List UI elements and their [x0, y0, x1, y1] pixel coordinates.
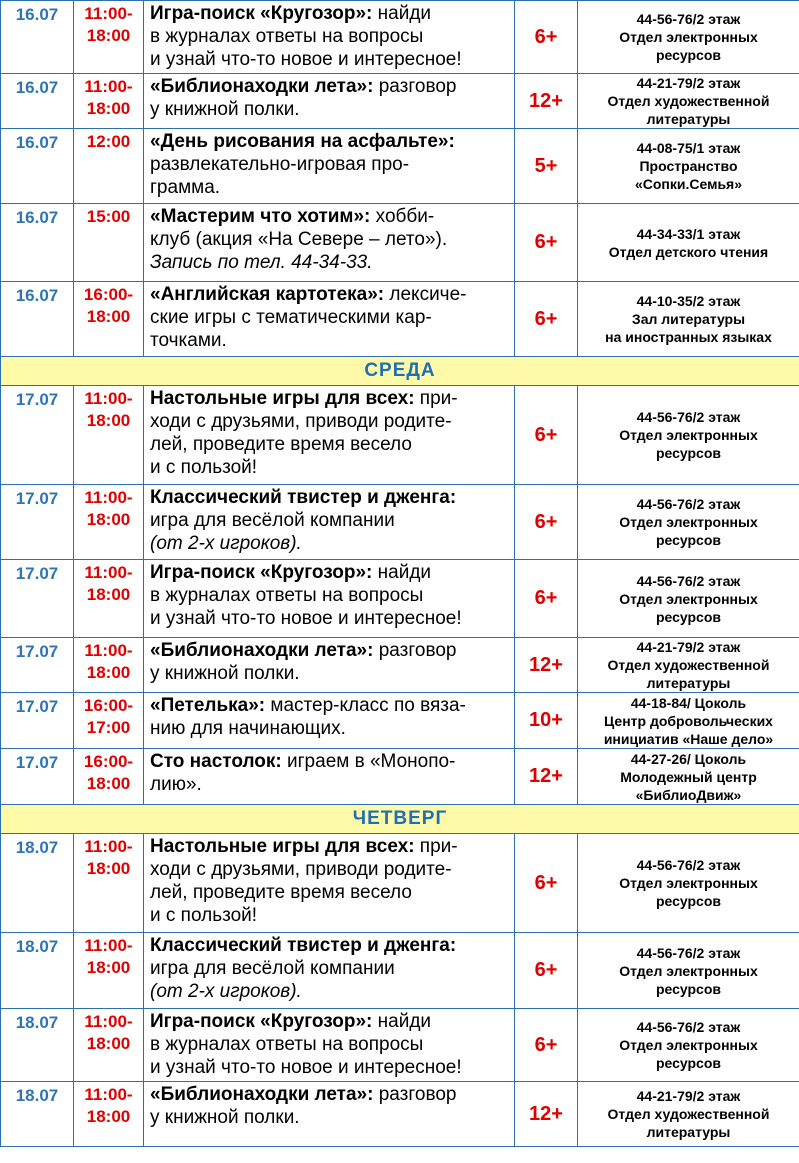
- event-time: [74, 204, 144, 282]
- location-line: инициатив «Наше дело»: [603, 730, 774, 747]
- event-title: «Библионаходки лета»:: [150, 640, 374, 661]
- location-phone-floor: 44-34-33/1 этаж: [636, 225, 741, 242]
- desc-first-line: [150, 639, 512, 662]
- desc-first-line: [150, 75, 512, 98]
- desc-text-line: ские игры с тематическими кар-: [150, 307, 432, 328]
- desc-text: найди: [372, 562, 432, 583]
- location-line: Пространство: [639, 158, 738, 174]
- location-phone-floor: 44-21-79/2 этаж: [636, 1088, 741, 1104]
- event-time: [74, 1, 144, 74]
- event-row: [1, 74, 799, 129]
- event-title: Классический твистер и дженга:: [150, 935, 457, 956]
- event-title: Игра-поиск «Кругозор»:: [150, 562, 373, 583]
- desc-text-line: игра для весёлой компании: [150, 510, 395, 531]
- event-date: 17.07: [1, 485, 74, 560]
- event-description: [144, 74, 515, 129]
- time-start: 15:00: [86, 207, 131, 226]
- location-phone-floor: 44-10-35/2 этаж: [636, 293, 741, 309]
- desc-text-line: ходи с друзьями, приводи родите-: [150, 411, 452, 432]
- event-title: «Петелька»:: [150, 695, 266, 716]
- event-date: 18.07: [1, 1082, 74, 1147]
- desc-text-line: лию».: [150, 774, 202, 795]
- age-rating: 12+: [515, 638, 578, 693]
- time-end: 18:00: [86, 1034, 131, 1053]
- location-line: ресурсов: [655, 1055, 722, 1071]
- location-line: ресурсов: [655, 608, 722, 625]
- age-rating: 6+: [515, 933, 578, 1009]
- event-row: [1, 1009, 799, 1082]
- time-start: 11:00-: [84, 1085, 133, 1104]
- event-time: [74, 749, 144, 805]
- desc-text-line: грамма.: [150, 177, 221, 198]
- event-time: [74, 386, 144, 485]
- event-row: [1, 129, 799, 204]
- time-end: 18:00: [86, 1107, 131, 1126]
- desc-text: хобби-: [370, 206, 435, 227]
- event-title: «Библионаходки лета»:: [150, 1084, 374, 1105]
- age-rating: 6+: [515, 1, 578, 74]
- event-title: Настольные игры для всех:: [150, 836, 415, 857]
- desc-text-line: и с пользой!: [150, 457, 258, 478]
- event-title: Классический твистер и дженга:: [150, 487, 457, 508]
- desc-first-line: [150, 130, 512, 153]
- location-line: Отдел электронных: [619, 514, 758, 530]
- event-title: Игра-поиск «Кругозор»:: [150, 3, 373, 24]
- time-end: 18:00: [86, 510, 131, 529]
- location-line: Зал литературы: [631, 311, 746, 327]
- location-line: ресурсов: [655, 47, 722, 63]
- event-location: [578, 834, 799, 933]
- time-start: 16:00-: [83, 285, 134, 304]
- desc-text: при-: [414, 836, 458, 857]
- event-description: [144, 282, 515, 357]
- event-date: 16.07: [1, 204, 74, 282]
- event-title: «Библионаходки лета»:: [150, 76, 374, 97]
- location-phone-floor: 44-21-79/2 этаж: [636, 639, 741, 655]
- time-end: 18:00: [86, 958, 131, 977]
- day-header-row: [1, 805, 799, 834]
- event-location: [578, 749, 799, 805]
- age-rating: 6+: [515, 282, 578, 357]
- desc-text-line: и узнай что-то новое и интересное!: [150, 1057, 462, 1078]
- event-title: «Мастерим что хотим»:: [150, 206, 371, 227]
- location-line: Отдел художественной: [607, 657, 770, 673]
- event-row: [1, 1, 799, 74]
- location-line: Отдел электронных: [619, 29, 758, 45]
- location-line: ресурсов: [655, 980, 722, 997]
- event-description: [144, 560, 515, 638]
- desc-text-line: и с пользой!: [150, 905, 258, 926]
- location-phone-floor: 44-27-26/ Цоколь: [630, 750, 747, 767]
- desc-text-line: в журналах ответы на вопросы: [150, 26, 424, 47]
- event-description: [144, 1009, 515, 1082]
- time-end: 18:00: [86, 307, 131, 326]
- desc-text-line: лей, проведите время весело: [150, 434, 412, 455]
- age-rating: 6+: [515, 386, 578, 485]
- location-phone-floor: 44-56-76/2 этаж: [636, 11, 741, 27]
- event-date: 16.07: [1, 129, 74, 204]
- event-title: «Английская картотека»:: [150, 284, 385, 305]
- event-row: [1, 204, 799, 282]
- location-line: на иностранных языках: [605, 329, 772, 345]
- age-rating: 12+: [515, 749, 578, 805]
- event-time: [74, 74, 144, 129]
- event-description: [144, 933, 515, 1009]
- time-start: 12:00: [86, 132, 131, 151]
- location-line: ресурсов: [655, 532, 722, 548]
- event-date: 17.07: [1, 693, 74, 749]
- location-line: Отдел художественной: [607, 1106, 770, 1122]
- event-row: [1, 1082, 799, 1147]
- age-rating: 5+: [515, 129, 578, 204]
- age-rating: 10+: [515, 693, 578, 749]
- time-start: 11:00-: [84, 77, 133, 96]
- desc-text-line: лей, проведите время весело: [150, 882, 412, 903]
- time-start: 16:00-: [83, 752, 134, 771]
- location-phone-floor: 44-08-75/1 этаж: [636, 140, 741, 156]
- desc-text-line: игра для весёлой компании: [150, 958, 395, 979]
- desc-note: Запись по тел. 44-34-33.: [150, 252, 373, 273]
- time-start: 11:00-: [84, 837, 133, 856]
- event-time: [74, 1009, 144, 1082]
- day-header-row: [1, 357, 799, 386]
- time-end: 18:00: [86, 663, 131, 682]
- desc-text-line: в журналах ответы на вопросы: [150, 585, 424, 606]
- event-description: [144, 485, 515, 560]
- desc-first-line: [150, 205, 512, 228]
- event-row: [1, 638, 799, 693]
- location-line: литературы: [646, 1124, 731, 1140]
- desc-first-line: [150, 835, 512, 858]
- desc-text: разговор: [373, 1084, 457, 1105]
- event-description: [144, 693, 515, 749]
- time-end: 18:00: [86, 26, 131, 45]
- event-location: [578, 1009, 799, 1082]
- location-line: «БиблиоДвиж»: [635, 786, 742, 803]
- event-description: [144, 129, 515, 204]
- time-start: 11:00-: [84, 4, 133, 23]
- event-location: [578, 204, 799, 282]
- desc-text: играем в «Монопо-: [281, 751, 456, 772]
- event-row: [1, 693, 799, 749]
- time-end: 18:00: [86, 774, 131, 793]
- desc-text: при-: [414, 388, 458, 409]
- location-phone-floor: 44-56-76/2 этаж: [636, 409, 741, 425]
- time-start: 11:00-: [84, 1012, 133, 1031]
- desc-first-line: [150, 750, 512, 773]
- time-start: 11:00-: [84, 389, 133, 408]
- location-phone-floor: 44-21-79/2 этаж: [636, 75, 741, 91]
- event-row: [1, 560, 799, 638]
- desc-text-line: и узнай что-то новое и интересное!: [150, 608, 462, 629]
- desc-text: найди: [372, 3, 432, 24]
- event-time: [74, 129, 144, 204]
- time-start: 11:00-: [84, 641, 133, 660]
- event-row: [1, 834, 799, 933]
- event-title: «День рисования на асфальте»:: [150, 131, 455, 152]
- desc-first-line: [150, 934, 512, 957]
- time-end: 18:00: [86, 585, 131, 604]
- desc-note: (от 2-х игроков).: [150, 533, 302, 554]
- event-location: [578, 1, 799, 74]
- desc-first-line: [150, 1010, 512, 1033]
- desc-text: разговор: [373, 76, 457, 97]
- time-start: 16:00-: [83, 696, 134, 715]
- age-rating: 12+: [515, 74, 578, 129]
- event-time: [74, 834, 144, 933]
- event-row: [1, 485, 799, 560]
- location-line: Отдел электронных: [619, 962, 758, 979]
- event-location: [578, 933, 799, 1009]
- desc-first-line: [150, 387, 512, 410]
- event-time: [74, 693, 144, 749]
- event-description: [144, 204, 515, 282]
- location-line: литературы: [646, 675, 731, 691]
- desc-text-line: в журналах ответы на вопросы: [150, 1034, 424, 1055]
- event-title: Игра-поиск «Кругозор»:: [150, 1011, 373, 1032]
- desc-first-line: [150, 694, 512, 717]
- time-start: 11:00-: [84, 563, 133, 582]
- desc-text-line: у книжной полки.: [150, 99, 300, 120]
- event-row: [1, 933, 799, 1009]
- event-date: 16.07: [1, 74, 74, 129]
- time-end: 18:00: [86, 859, 131, 878]
- event-description: [144, 1082, 515, 1147]
- time-start: 11:00-: [84, 488, 133, 507]
- event-location: [578, 485, 799, 560]
- event-description: [144, 749, 515, 805]
- location-line: Отдел электронных: [619, 875, 758, 891]
- event-time: [74, 560, 144, 638]
- event-date: 17.07: [1, 749, 74, 805]
- desc-text-line: у книжной полки.: [150, 663, 300, 684]
- location-line: Отдел художественной: [607, 93, 770, 109]
- event-date: 17.07: [1, 560, 74, 638]
- location-phone-floor: 44-18-84/ Цоколь: [630, 694, 747, 711]
- event-title: Настольные игры для всех:: [150, 388, 415, 409]
- event-location: [578, 129, 799, 204]
- desc-text-line: и узнай что-то новое и интересное!: [150, 49, 462, 70]
- event-date: 17.07: [1, 638, 74, 693]
- location-line: Отдел электронных: [619, 427, 758, 443]
- age-rating: 12+: [515, 1082, 578, 1147]
- desc-text-line: развлекательно-игровая про-: [150, 154, 410, 175]
- location-phone-floor: 44-56-76/2 этаж: [636, 496, 741, 512]
- event-location: [578, 1082, 799, 1147]
- event-date: 17.07: [1, 386, 74, 485]
- event-description: [144, 834, 515, 933]
- event-date: 18.07: [1, 1009, 74, 1082]
- location-line: ресурсов: [655, 893, 722, 909]
- location-phone-floor: 44-56-76/2 этаж: [636, 944, 741, 961]
- event-row: [1, 282, 799, 357]
- desc-first-line: [150, 283, 512, 306]
- location-line: Молодежный центр: [620, 768, 757, 785]
- schedule-body: [1, 1, 799, 1147]
- desc-text: разговор: [373, 640, 457, 661]
- location-phone-floor: 44-56-76/2 этаж: [636, 1019, 741, 1035]
- event-time: [74, 485, 144, 560]
- event-title: Сто настолок:: [150, 751, 282, 772]
- time-end: 18:00: [86, 99, 131, 118]
- age-rating: 6+: [515, 560, 578, 638]
- event-description: [144, 638, 515, 693]
- desc-text-line: нию для начинающих.: [150, 718, 346, 739]
- event-location: [578, 560, 799, 638]
- desc-first-line: [150, 486, 512, 509]
- age-rating: 6+: [515, 485, 578, 560]
- event-time: [74, 933, 144, 1009]
- event-time: [74, 638, 144, 693]
- location-phone-floor: 44-56-76/2 этаж: [636, 572, 741, 589]
- event-location: [578, 693, 799, 749]
- desc-text: мастер-класс по вяза-: [265, 695, 466, 716]
- time-end: 17:00: [86, 718, 131, 737]
- event-location: [578, 386, 799, 485]
- location-line: Центр добровольческих: [604, 712, 773, 729]
- desc-text: лексиче-: [384, 284, 467, 305]
- event-location: [578, 74, 799, 129]
- desc-note: (от 2-х игроков).: [150, 981, 302, 1002]
- event-time: [74, 282, 144, 357]
- event-description: [144, 1, 515, 74]
- location-line: ресурсов: [655, 445, 722, 461]
- day-header: ЧЕТВЕРГ: [1, 805, 799, 834]
- location-phone-floor: 44-56-76/2 этаж: [636, 857, 741, 873]
- event-date: 18.07: [1, 933, 74, 1009]
- location-line: «Сопки.Семья»: [634, 176, 743, 192]
- desc-text-line: точками.: [150, 330, 227, 351]
- event-row: [1, 749, 799, 805]
- location-line: Отдел электронных: [619, 1037, 758, 1053]
- event-row: [1, 386, 799, 485]
- age-rating: 6+: [515, 1009, 578, 1082]
- age-rating: 6+: [515, 834, 578, 933]
- location-line: Отдел детского чтения: [608, 243, 769, 260]
- desc-text-line: ходи с друзьями, приводи родите-: [150, 859, 452, 880]
- desc-first-line: [150, 561, 512, 584]
- event-date: 16.07: [1, 282, 74, 357]
- day-header: СРЕДА: [1, 357, 799, 386]
- event-location: [578, 282, 799, 357]
- desc-text: найди: [372, 1011, 432, 1032]
- event-location: [578, 638, 799, 693]
- location-line: литературы: [646, 111, 731, 127]
- time-start: 11:00-: [84, 936, 133, 955]
- desc-text-line: у книжной полки.: [150, 1107, 300, 1128]
- event-date: 18.07: [1, 834, 74, 933]
- event-description: [144, 386, 515, 485]
- event-time: [74, 1082, 144, 1147]
- location-line: Отдел электронных: [619, 590, 758, 607]
- desc-first-line: [150, 1083, 512, 1106]
- desc-text-line: клуб (акция «На Севере – лето»).: [150, 229, 448, 250]
- time-end: 18:00: [86, 411, 131, 430]
- event-date: 16.07: [1, 1, 74, 74]
- age-rating: 6+: [515, 204, 578, 282]
- desc-first-line: [150, 2, 512, 25]
